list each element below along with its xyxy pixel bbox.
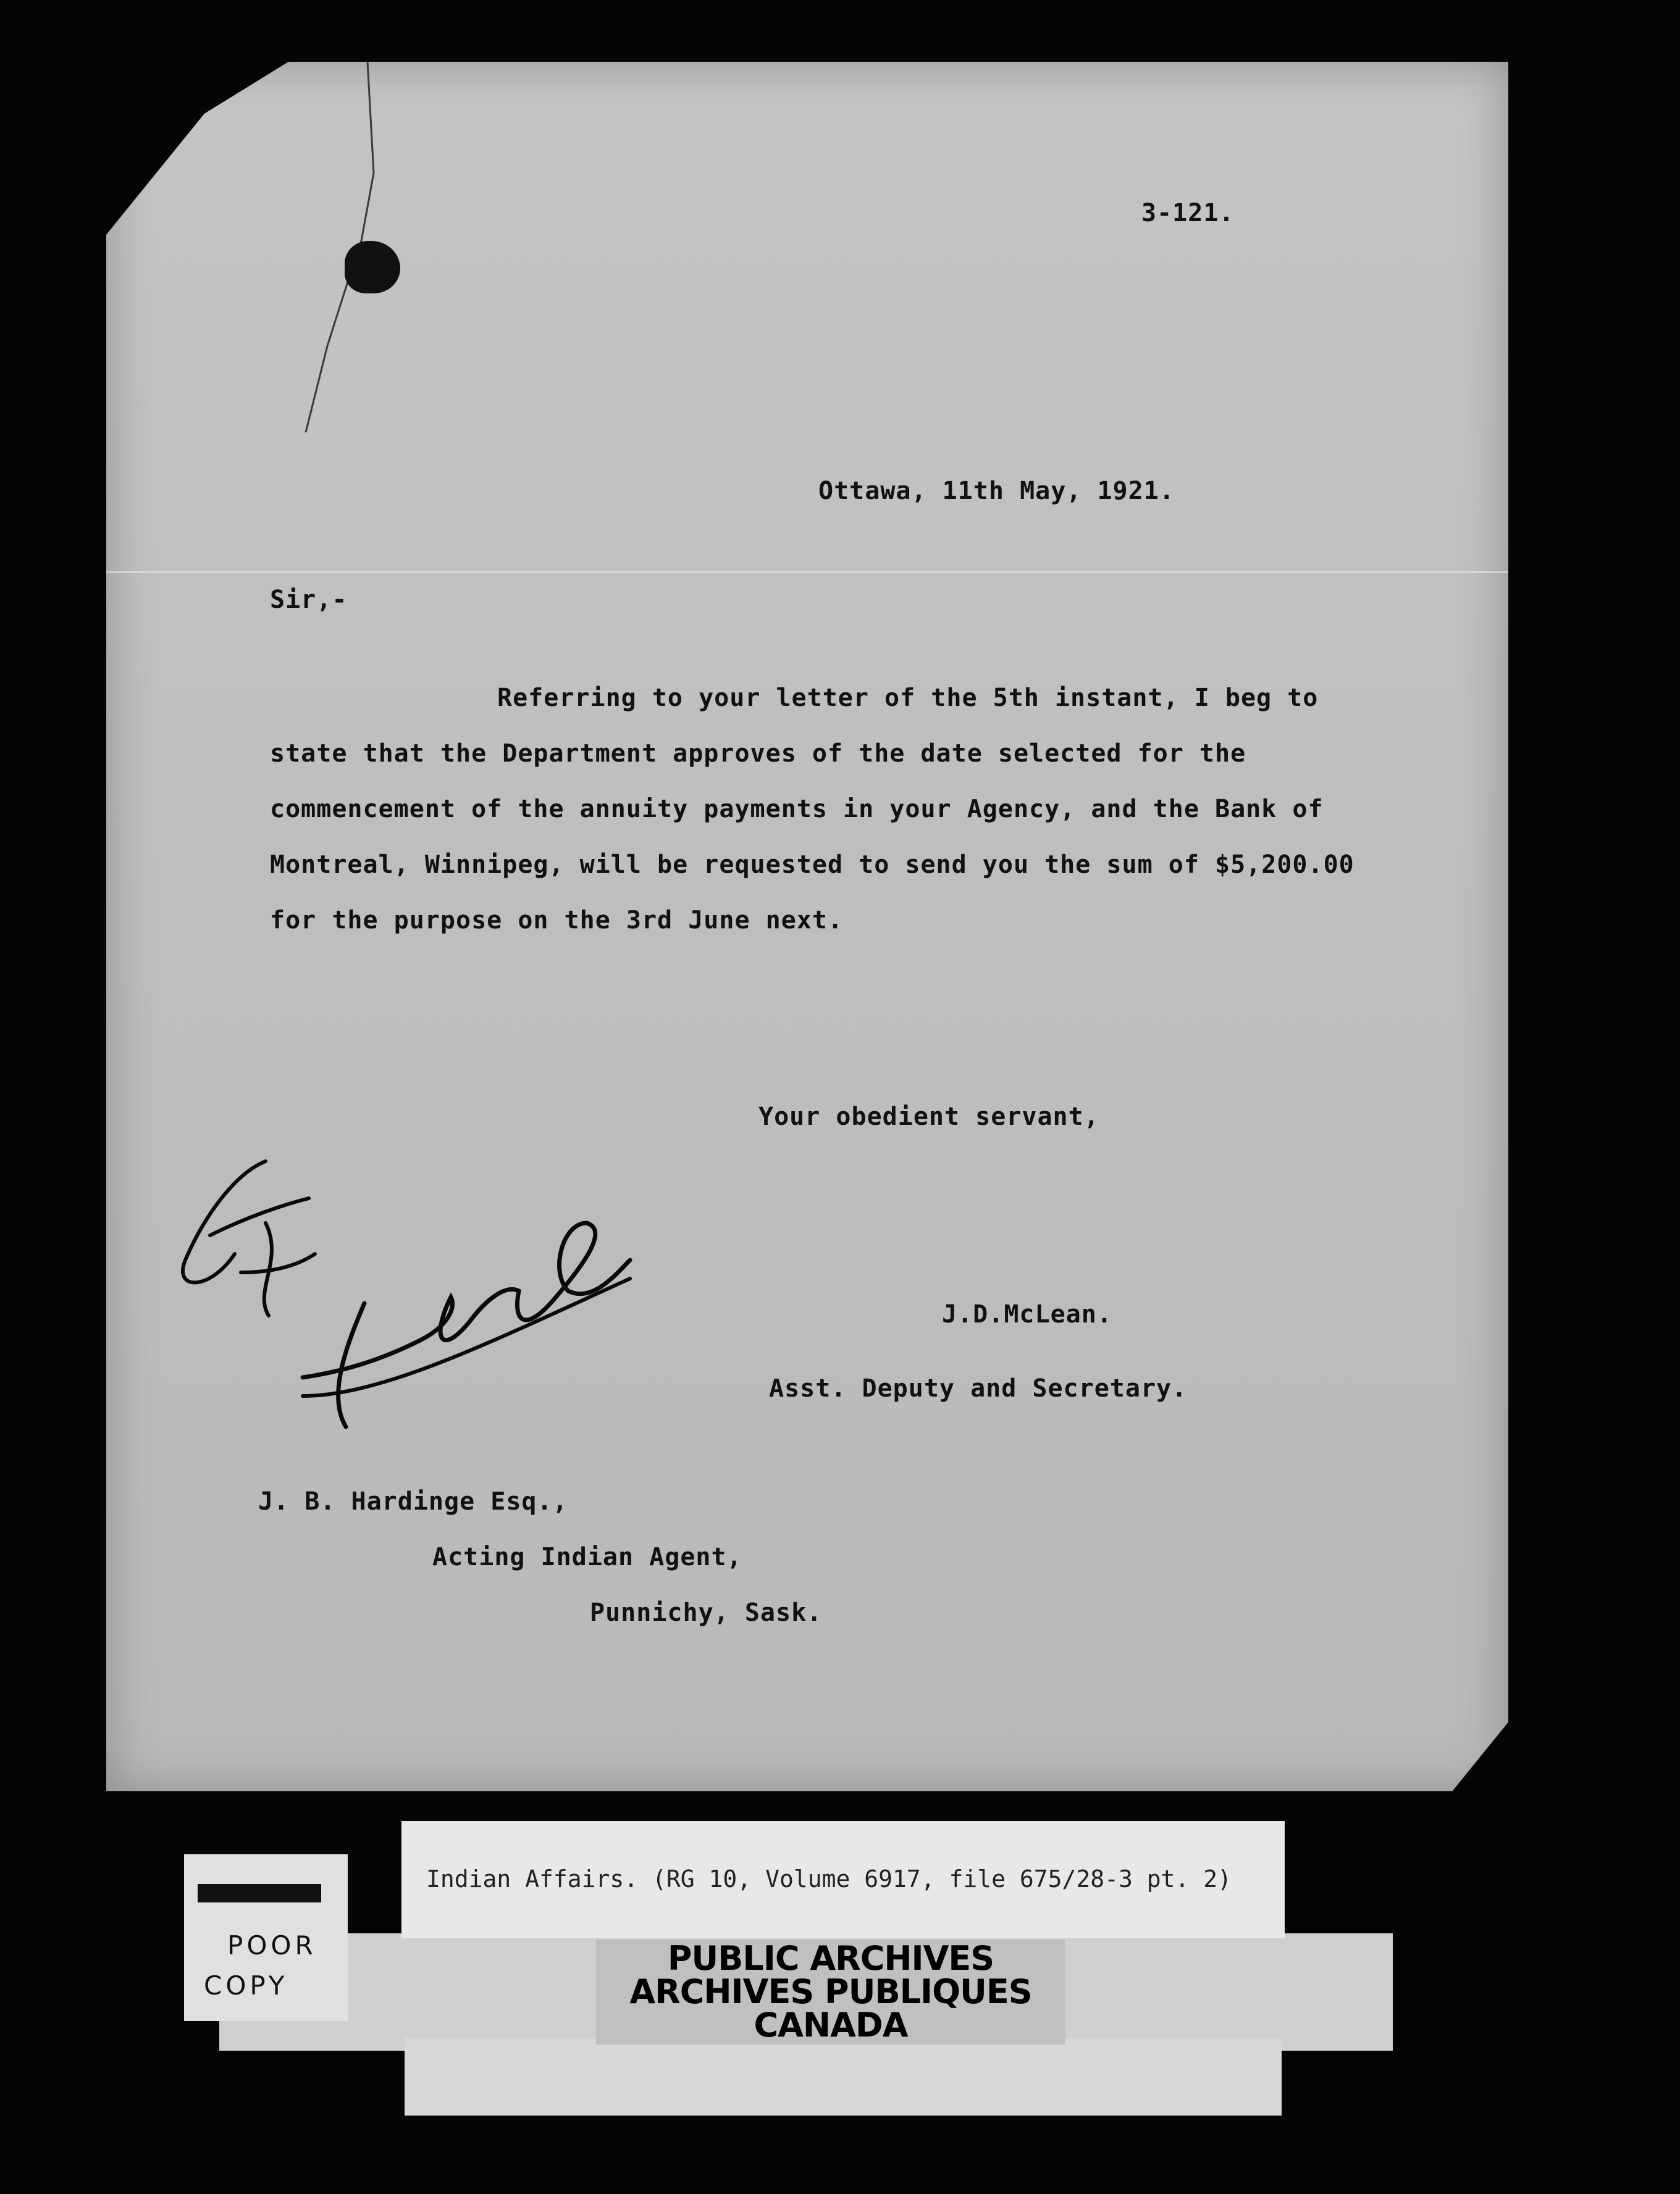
redaction-mark [198,1884,321,1902]
addressee-title: Acting Indian Agent, [432,1543,742,1571]
stamp-line-1: PUBLIC ARCHIVES [667,1939,994,1978]
file-number: 3-121. [1141,199,1235,227]
closing: Your obedient servant, [758,1103,1099,1131]
handwritten-note-line-2: COPY [204,1970,288,2001]
salutation: Sir,- [270,586,348,614]
dateline: Ottawa, 11th May, 1921. [818,477,1175,505]
signatory-name: J.D.McLean. [942,1300,1112,1329]
handwritten-initials [161,1137,642,1458]
fold-line [106,571,1508,573]
letter-body-text: Referring to your letter of the 5th instant, I beg to state that the Department approves of the date selected for the commencement of the annuity payments in your Agency, and the Bank of Montreal, Winnipeg, will be requested to send you the sum of $5,200.00 for the purpose on the 3rd June next. [270,684,1354,935]
signatory-title: Asst. Deputy and Secretary. [769,1374,1188,1403]
handwritten-note-line-1: POOR [227,1930,317,1961]
addressee-location: Punnichy, Sask. [590,1599,823,1627]
stamp-line-3: CANADA [754,2006,908,2045]
punch-hole [345,241,400,293]
stamp-line-2: ARCHIVES PUBLIQUES [629,1972,1032,2011]
letter-body [270,670,1369,948]
archive-label-bottom [405,2038,1282,2116]
archive-citation: Indian Affairs. (RG 10, Volume 6917, file 675/28-3 pt. 2) [426,1865,1232,1893]
archives-stamp [596,1940,1065,2045]
addressee-name: J. B. Hardinge Esq., [258,1487,568,1516]
